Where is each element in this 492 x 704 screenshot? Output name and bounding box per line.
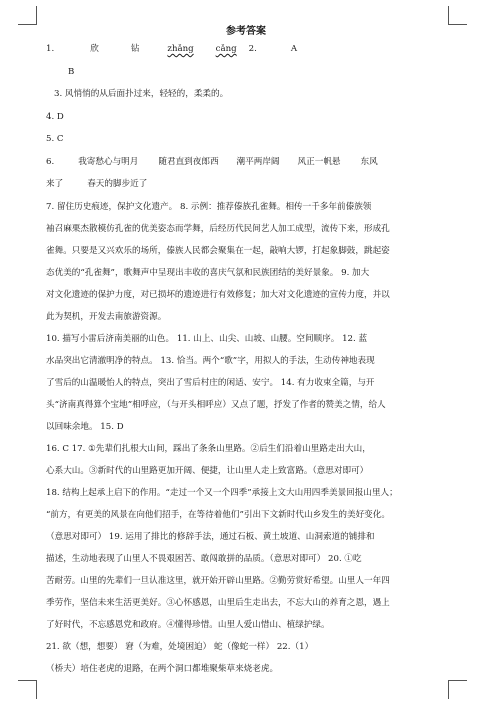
- answer-q16-line: 心系大山。③新时代的山里路更加开阔、便捷，让山里人走上致富路。（意思对即可）: [46, 465, 369, 476]
- q2-answer-a: A: [290, 44, 298, 54]
- answer-q16-line: 16. C 17. ①先辈们扎根大山间，踩出了条条山里路。②后生们沿着山里路走出大山，: [46, 443, 371, 454]
- answer-q16-line: 描述，生动地表现了山里人不畏艰困苦、敢闯敢拼的品质。（意思对即可） 20. ①吃: [46, 553, 362, 564]
- answer-sheet: [46, 18, 446, 680]
- crop-mark-top-right: [448, 6, 467, 25]
- answer-q16-line: 了好时代，不忘感恩党和政府。④懂得珍惜。山里人爱山惜山、植绿护绿。: [46, 619, 330, 630]
- page-title: 参考答案: [226, 26, 266, 37]
- answer-q7-line: 袖召麻栗杰散模仿孔雀的优美姿态而学舞，后经历代民间艺人加工成型，流传下来，形成孔: [46, 223, 390, 234]
- answer-q2-b: B: [68, 66, 75, 77]
- answer-q10-line: 10. 描写小雷后济南美丽的山色。 11. 山上、山尖、山坡、山腰。空间顺序。 12. 蓝: [46, 333, 368, 344]
- answer-q21-line: （桥夫）培住老虎的退路，在两个洞口都堆聚柴草来烧老虎。: [46, 663, 279, 674]
- answer-q16-line: 18. 结构上起承上启下的作用。“走过一个又一个四季”承接上文大山用四季美景回报山里人；: [46, 487, 398, 498]
- crop-mark-bottom-right: [448, 680, 467, 699]
- answer-q4: 4. D: [46, 111, 64, 122]
- crop-mark-top-left: [18, 6, 37, 25]
- answer-q7-line: 7. 留住历史痕迹，保护文化遗产。 8. 示例：推荐傣族孔雀舞。相传一千多年前傣族领: [46, 201, 372, 212]
- answer-q7-line: 雀舞。只要是又兴欢乐的场所，傣族人民都会聚集在一起，敲响大锣，打起象脚鼓，跳起姿: [46, 245, 390, 256]
- answer-q10-line: 水品突出它清澈明净的特点。 13. 恰当。两个“歌”字，用拟人的手法，生动传神地表现: [46, 355, 375, 366]
- answer-q21-line: 21. 欲（想，想要） 窘（为难，处境困迫） 蛇（像蛇一样） 22.（1）: [46, 641, 314, 652]
- answer-q1: [46, 38, 446, 61]
- answer-q5: 5. C: [46, 134, 64, 144]
- q1-pinyin-2: cǎng: [215, 44, 237, 54]
- q1-number: 1.: [46, 44, 55, 54]
- answer-q10-line: 头“济南真得算个宝地”相呼应，（与开头相呼应）又点了题，抒发了作者的赞美之情，给人: [46, 399, 386, 410]
- answer-q3: 3. 风悄悄的从后面扑过来，轻轻的，柔柔的。: [54, 89, 229, 99]
- answer-q6-line2: 来了 春天的脚步近了: [46, 179, 148, 189]
- answer-q7-line: 态优美的“孔雀舞”，歌舞声中呈现出丰收的喜庆气氛和民族团结的美好景象。 9. 加大: [46, 267, 370, 278]
- answer-q7-line: 此为契机，开发去南旅游资源。: [46, 311, 167, 322]
- answer-q16-line: 苦耐劳。山里的先辈们一旦认准这里，就开始开辟山里路。②勤劳赏好希望。山里人一年四: [46, 575, 390, 586]
- q1-char-1: 欣: [90, 44, 99, 54]
- q2-number: 2.: [248, 44, 257, 54]
- answer-q10-line: 了雪后的山温暖怡人的特点，突出了雪后村庄的闲适、安宁。 14. 有力收束全篇，与开: [46, 377, 375, 388]
- q1-char-2: 钻: [130, 44, 140, 54]
- answer-q16-line: 季劳作，坚信未来生活更美好。③心怀感恩，山里后生走出去，不忘大山的养育之恩，遇上: [46, 597, 390, 608]
- answer-q10-line: 以回味余地。 15. D: [46, 421, 124, 432]
- q1-pinyin-1: zhǎng: [167, 44, 194, 54]
- crop-mark-bottom-left: [18, 680, 37, 699]
- answer-q16-line: （意思对即可） 19. 运用了排比的修辞手法，通过石板、黄土坡道、山洞索道的铺排和: [46, 531, 375, 542]
- answer-q7-line: 对文化遗迹的保护力度，对已损坏的遗迹进行有效修复；加大对文化遗迹的宣传力度，并以: [46, 289, 390, 300]
- answer-q16-line: “前方，有更美的风景在向他们招手，在等待着他们”引出下文新时代山乡发生的美好变化。: [46, 509, 390, 520]
- answer-q6: 6. 我寄愁心与明月 随君直到夜郎西 潮平两岸阔 风正一帆悬 东风: [46, 156, 378, 167]
